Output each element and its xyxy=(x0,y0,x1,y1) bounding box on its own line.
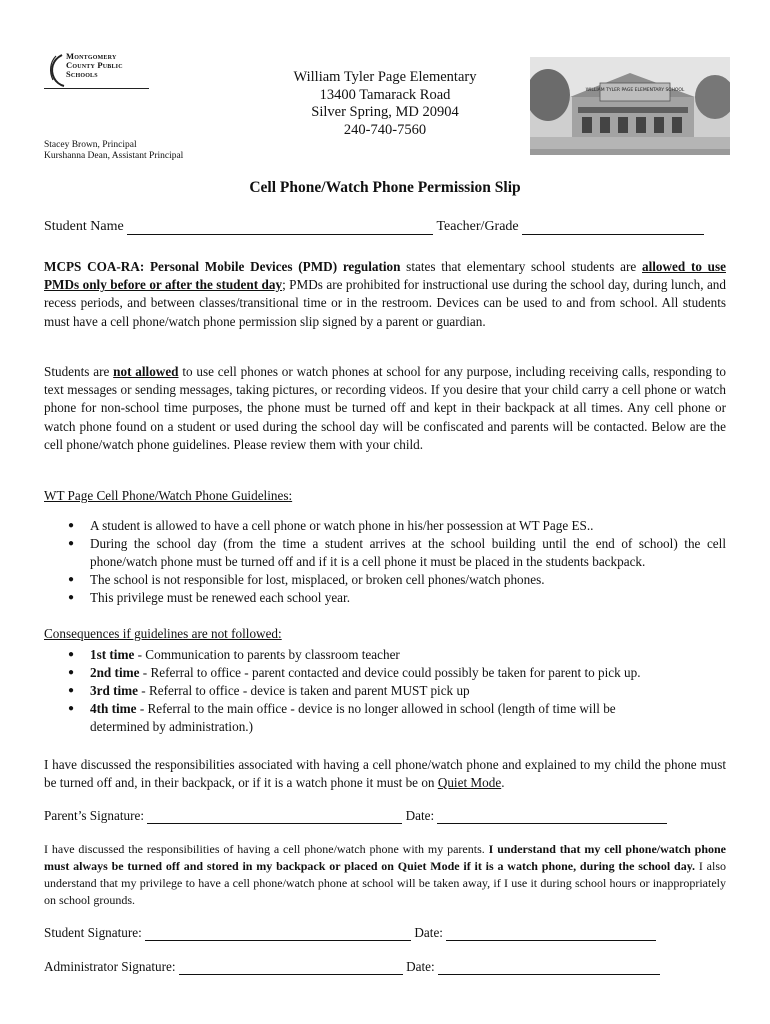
principal: Stacey Brown, Principal xyxy=(44,140,137,150)
school-address-block xyxy=(262,69,508,139)
logo-line: Montgomery xyxy=(66,51,117,61)
guidelines-heading-colon: : xyxy=(288,488,293,503)
staff-list xyxy=(44,140,183,162)
mcps-logo xyxy=(44,52,149,92)
page-title: Cell Phone/Watch Phone Permission Slip xyxy=(249,179,521,196)
school-name: William Tyler Page Elementary xyxy=(293,69,477,85)
regulation-text: states that elementary school students are xyxy=(400,259,642,274)
teacher-grade-field[interactable] xyxy=(522,234,704,235)
student-name-field[interactable] xyxy=(127,234,433,235)
address-line: Silver Spring, MD 20904 xyxy=(311,104,459,120)
student-name-row xyxy=(44,219,704,235)
admin-signature-row xyxy=(44,959,660,975)
list-item: ● During the school day (from the time a student arrives at the school building until the end of school) the cell phone/watch phone must be turned off and if it is a cell phone it must be placed in the students backpack. xyxy=(44,535,726,571)
consequences-list xyxy=(44,646,726,736)
address-line: 13400 Tamarack Road xyxy=(319,86,451,103)
not-allowed: not allowed xyxy=(113,364,179,379)
consequence-text: - Referral to office - parent contacted and device could possibly be taken for parent to pick up. xyxy=(139,665,641,680)
list-item xyxy=(44,682,726,700)
list-item: ● This privilege must be renewed each school year. xyxy=(44,589,726,607)
allowed-time: allowed to use PMDs only before or after the student day xyxy=(44,259,726,293)
parent-signature-field[interactable] xyxy=(147,823,402,824)
logo-line: County Public xyxy=(66,60,123,70)
logo-rule xyxy=(44,88,149,89)
parent-signature-label: Parent’s Signature: xyxy=(44,808,144,823)
parent-signature-row xyxy=(44,808,667,824)
building-sign: WILLIAM TYLER PAGE ELEMENTARY SCHOOL xyxy=(585,88,685,93)
policy-text: to use cell phones or watch phones at school for any purpose, including receiving calls, responding to text messages or sending messages, taking pictures, or recording videos. If you desire that your child carry a cell phone or watch phone for non-school time purposes, the phone must be turned off and kept in their backpack at all times. Any cell phone or watch phone found on a student or used during the school day will be confiscated and parents will be contacted. Below are the cell phone/watch phone guidelines. Please review them with your child. xyxy=(44,364,726,452)
consequence-text: - Referral to office - device is taken and parent MUST pick up xyxy=(137,683,470,698)
student-statement-text: I have discussed the responsibilities of having a cell phone/watch phone with my parents. xyxy=(44,842,489,856)
regulation-paragraph xyxy=(44,258,726,331)
student-name-label: Student Name xyxy=(44,219,124,234)
teacher-grade-label: Teacher/Grade xyxy=(436,219,519,234)
policy-paragraph xyxy=(44,363,726,454)
list-item: ● A student is allowed to have a cell phone or watch phone in his/her possession at WT Page ES.. xyxy=(44,517,726,535)
consequence-text: - Communication to parents by classroom teacher xyxy=(134,647,400,662)
regulation-name: MCPS COA-RA: Personal Mobile Devices (PMD) regulation xyxy=(44,259,401,274)
student-signature-field[interactable] xyxy=(145,940,411,941)
school-building-photo xyxy=(530,57,730,155)
list-item xyxy=(44,700,726,736)
logo-line: Schools xyxy=(66,69,98,79)
parent-statement-text: I have discussed the responsibilities associated with having a cell phone/watch phone and explained to my child the phone must be turned off and, in their backpack, or if it is a watch phone it must be on xyxy=(44,757,726,791)
admin-date-label: Date: xyxy=(406,959,435,974)
guidelines-list xyxy=(44,517,726,607)
quiet-mode: Quiet Mode xyxy=(437,775,502,791)
regulation-text: ; PMDs are prohibited for instructional use during the school day, during lunch, and recess periods, and between classes/transitional time or in the restroom. Devices can be used to and from school. All students must have a cell phone/watch phone permission slip signed by a parent or guardian. xyxy=(44,277,726,329)
student-signature-row xyxy=(44,925,656,941)
student-signature-label: Student Signature: xyxy=(44,925,142,940)
student-statement-text: I also understand that my privilege to have a cell phone/watch phone at school will be taken away, if I use it during school hours or inappropriately on school grounds. xyxy=(44,859,726,907)
parent-date-label: Date: xyxy=(405,808,435,823)
guidelines-heading-text: WT Page Cell Phone/Watch Phone Guidelines xyxy=(44,488,289,503)
admin-signature-label: Administrator Signature: xyxy=(44,959,176,974)
student-date-field[interactable] xyxy=(446,940,656,941)
student-commitment: I understand that my cell phone/watch phone must always be turned off and stored in my backpack or placed on Quiet Mode if it is a watch phone, during the school day. xyxy=(44,842,727,873)
guidelines-heading xyxy=(44,488,292,504)
consequences-heading: Consequences if guidelines are not followed: xyxy=(44,626,282,641)
policy-text: Students are xyxy=(44,364,114,379)
school-phone: 240-740-7560 xyxy=(343,121,427,138)
consequence-text: - Referral to the main office - device is no longer allowed in school (length of time will be determined by administration.) xyxy=(90,701,616,734)
consequence-label: 2nd time xyxy=(90,665,140,680)
student-date-label: Date: xyxy=(414,925,443,940)
student-statement xyxy=(44,841,726,909)
admin-signature-field[interactable] xyxy=(179,974,403,975)
consequence-label: 3rd time xyxy=(90,683,138,698)
admin-date-field[interactable] xyxy=(438,974,660,975)
list-item xyxy=(44,664,726,682)
parent-statement-text: . xyxy=(501,775,505,791)
consequence-label: 1st time xyxy=(90,647,135,662)
consequence-label: 4th time xyxy=(90,701,137,716)
parent-date-field[interactable] xyxy=(437,823,667,824)
assistant-principal: Kurshanna Dean, Assistant Principal xyxy=(44,151,184,161)
mcps-emblem-icon xyxy=(44,52,66,92)
parent-statement xyxy=(44,756,726,792)
list-item xyxy=(44,646,726,664)
list-item: ● The school is not responsible for lost, misplaced, or broken cell phones/watch phones. xyxy=(44,571,726,589)
